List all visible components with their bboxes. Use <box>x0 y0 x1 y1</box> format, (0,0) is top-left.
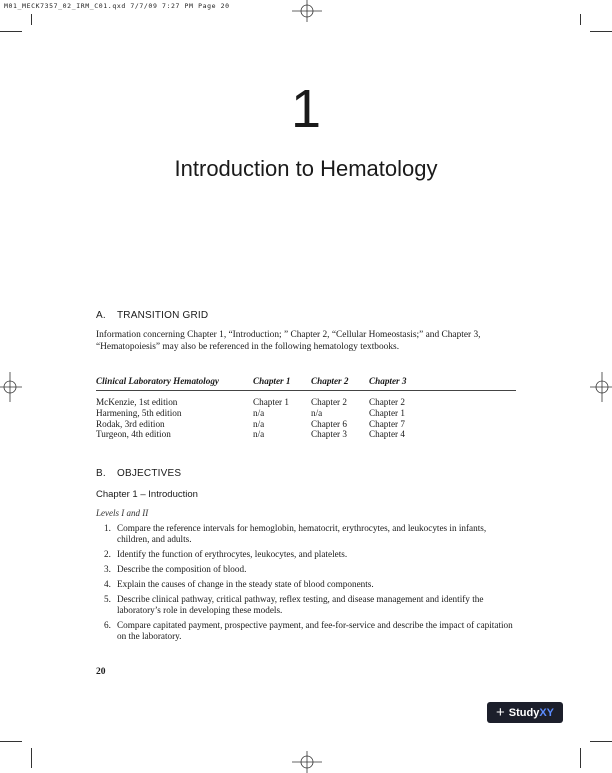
print-slug: M01_MECK7357_02_IRM_C01.qxd 7/7/09 7:27 PM Page 20 <box>4 2 230 10</box>
studyxy-badge[interactable] <box>487 702 563 723</box>
grid-cell: n/a <box>253 429 265 440</box>
grid-header-cell: Chapter 1 <box>253 376 291 386</box>
grid-cell: n/a <box>253 418 265 429</box>
grid-header-row <box>96 376 516 391</box>
objective-text: Identify the function of erythrocytes, leukocytes, and platelets. <box>117 549 348 559</box>
table-row <box>96 419 516 430</box>
grid-header-cell: Clinical Laboratory Hematology <box>96 376 220 386</box>
grid-cell: n/a <box>253 407 265 418</box>
table-row <box>96 408 516 419</box>
section-b-title: OBJECTIVES <box>117 468 182 479</box>
grid-cell: n/a <box>311 407 323 418</box>
levels-label: Levels I and II <box>96 508 149 518</box>
crop-mark <box>580 748 581 768</box>
registration-mark-icon <box>292 0 322 22</box>
objectives-list <box>96 523 516 646</box>
grid-cell: Harmening, 5th edition <box>96 407 182 418</box>
transition-intro: Information concerning Chapter 1, “Introduction; ” Chapter 2, “Cellular Homeostasis;” and Chapter 3, “Hematopoiesis” may also be referenced in the following hematology textbooks. <box>96 330 481 352</box>
objective-text: Describe the composition of blood. <box>117 564 247 574</box>
crop-mark <box>31 14 32 25</box>
grid-header-cell: Chapter 3 <box>369 376 407 386</box>
chapter-number: 1 <box>290 79 322 139</box>
section-b-number: B. <box>96 468 106 479</box>
crop-mark <box>0 741 22 742</box>
badge-label: StudyXY <box>508 706 554 719</box>
page-number: 20 <box>96 667 106 677</box>
transition-grid <box>96 376 516 440</box>
plus-icon: + <box>495 703 505 721</box>
grid-cell: Chapter 2 <box>369 397 405 407</box>
registration-mark-icon <box>590 372 612 402</box>
crop-mark <box>590 741 612 742</box>
objective-text: Compare capitated payment, prospective payment, and fee-for-service and describe the impact of capitation on the laboratory. <box>117 620 513 641</box>
grid-header-cell: Chapter 2 <box>311 376 349 386</box>
grid-cell: Chapter 4 <box>369 429 405 440</box>
section-a-number: A. <box>96 310 106 321</box>
grid-cell: Chapter 1 <box>253 397 289 407</box>
table-row <box>96 397 516 408</box>
crop-mark <box>580 14 581 25</box>
crop-mark <box>590 31 612 32</box>
grid-cell: Turgeon, 4th edition <box>96 429 171 440</box>
list-item: 4. Explain the causes of change in the steady state of blood components. <box>104 579 374 589</box>
objective-text: Explain the causes of change in the steady state of blood components. <box>117 579 374 589</box>
registration-mark-icon <box>292 751 322 773</box>
section-a-title: TRANSITION GRID <box>117 310 209 321</box>
list-item: 2. Identify the function of erythrocytes, leukocytes, and platelets. <box>104 549 348 559</box>
list-item: 1. Compare the reference intervals for hemoglobin, hematocrit, erythrocytes, and leukocytes in infants, children, and adults. <box>104 523 487 544</box>
crop-mark <box>0 31 22 32</box>
list-item: 3. Describe the composition of blood. <box>104 564 247 574</box>
table-row <box>96 429 516 440</box>
grid-cell: Chapter 6 <box>311 418 347 429</box>
grid-cell: McKenzie, 1st edition <box>96 397 178 407</box>
list-item: 6. Compare capitated payment, prospective payment, and fee-for-service and describe the impact of capitation on the laboratory. <box>104 620 513 641</box>
section-a-heading <box>96 310 208 321</box>
grid-cell: Chapter 7 <box>369 418 405 429</box>
grid-cell: Chapter 2 <box>311 397 347 407</box>
grid-cell: Rodak, 3rd edition <box>96 418 165 429</box>
registration-mark-icon <box>0 372 22 402</box>
objectives-subheading: Chapter 1 – Introduction <box>96 489 198 500</box>
grid-cell: Chapter 3 <box>311 429 347 440</box>
grid-cell: Chapter 1 <box>369 407 405 418</box>
objective-text: Compare the reference intervals for hemoglobin, hematocrit, erythrocytes, and leukocytes in infants, children, and adults. <box>117 523 487 544</box>
chapter-title: Introduction to Hematology <box>174 156 438 181</box>
section-b-heading <box>96 468 181 479</box>
list-item: 5. Describe clinical pathway, critical pathway, reflex testing, and disease management and identify the laboratory’s role in developing these models. <box>104 594 484 615</box>
crop-mark <box>31 748 32 768</box>
objective-text: Describe clinical pathway, critical pathway, reflex testing, and disease management and identify the laboratory’s role in developing these models. <box>117 594 484 615</box>
